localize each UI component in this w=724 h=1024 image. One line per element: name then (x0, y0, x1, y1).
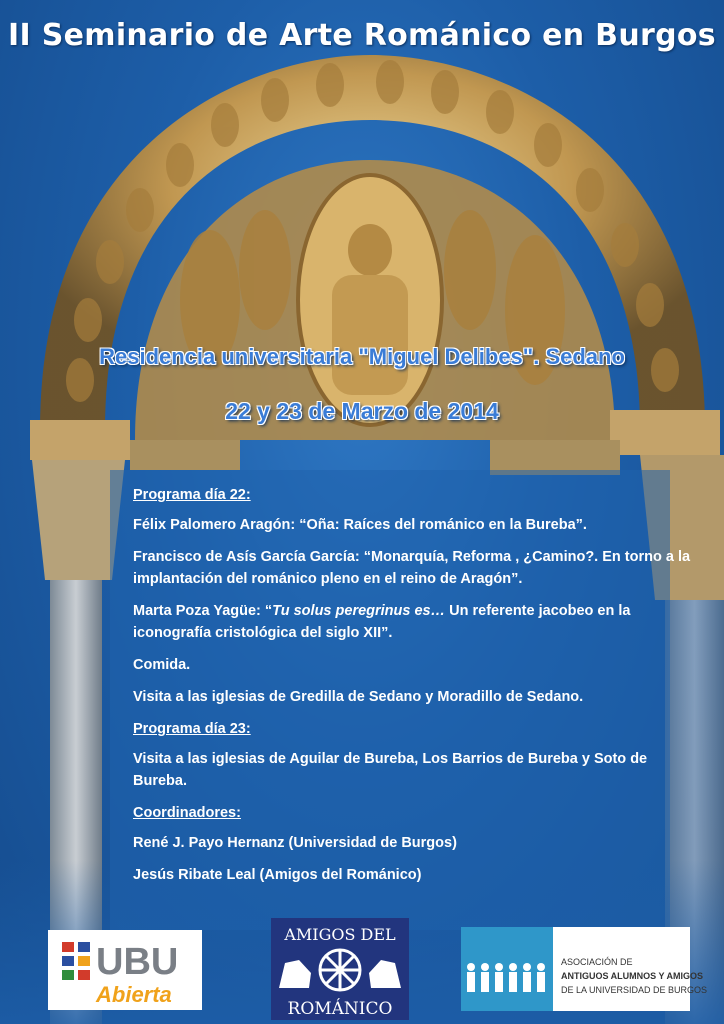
ubu-abierta-logo (48, 930, 202, 1010)
coordinator-1: René J. Payo Hernanz (Universidad de Burgos) (133, 835, 457, 851)
asoc-logo-line1: ASOCIACIÓN DE (561, 957, 633, 967)
asoc-logo-line2: ANTIGUOS ALUMNOS Y AMIGOS (561, 971, 704, 981)
amigos-logo-top-text: AMIGOS DEL (284, 925, 396, 944)
talk-3-rest: Un referente jacobeo en la iconografía cristológica del siglo XII”. (133, 603, 631, 641)
dates-text: 22 y 23 de Marzo de 2014 (225, 398, 499, 424)
coordinator-2: Jesús Ribate Leal (Amigos del Románico) (133, 867, 422, 883)
ubu-logo-text: UBU (96, 941, 179, 983)
asociacion-antiguos-alumnos-logo (461, 927, 708, 1011)
venue-text: Residencia universitaria "Miguel Delibes". Sedano (99, 344, 625, 369)
talk-3-speaker: Marta Poza Yagüe: “ (133, 603, 273, 619)
talk-2: Francisco de Asís García García: “Monarquía, Reforma , ¿Camino?. En torno a la implantación del románico pleno en el reino de Aragón”. (133, 549, 691, 587)
amigos-logo-bottom-text: ROMÁNICO (287, 999, 393, 1019)
talk-1: Félix Palomero Aragón: “Oña: Raíces del románico en la Bureba”. (133, 517, 587, 533)
talk-3 (133, 600, 693, 644)
talk-3-italic-title: Tu solus peregrinus es… (272, 603, 446, 619)
lunch-item: Comida. (133, 657, 191, 673)
day22-heading: Programa día 22: (133, 487, 251, 503)
program-section (133, 484, 693, 896)
visit-day22: Visita a las iglesias de Gredilla de Sedano y Moradillo de Sedano. (133, 689, 584, 705)
day23-heading: Programa día 23: (133, 721, 251, 737)
visit-day23: Visita a las iglesias de Aguilar de Bureba, Los Barrios de Bureba y Soto de Bureba. (133, 751, 648, 789)
asoc-logo-line3: DE LA UNIVERSIDAD DE BURGOS (561, 985, 708, 995)
ubu-logo-subtext: Abierta (96, 982, 172, 1007)
poster-title: II Seminario de Arte Románico en Burgos (8, 18, 716, 53)
coordinators-heading: Coordinadores: (133, 805, 241, 821)
amigos-del-romanico-logo (271, 918, 409, 1020)
